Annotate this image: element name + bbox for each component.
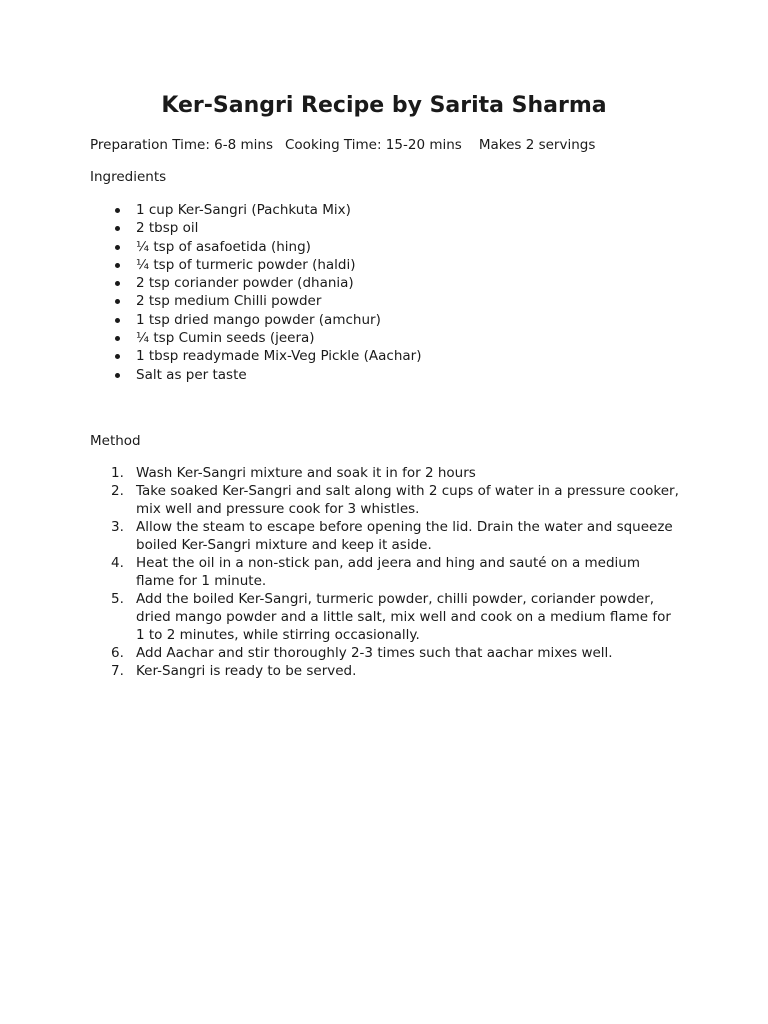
method-step [90,464,680,482]
method-step [90,554,680,590]
servings: Makes 2 servings [478,137,596,153]
ingredient-item [90,366,690,384]
step-text: Allow the steam to escape before opening the lid. Drain the water and squeeze boiled Ker-Sangri mixture and keep it aside. [136,519,673,553]
ingredient-item [90,256,690,274]
bullet-icon [115,373,120,378]
step-number: 7. [111,663,124,679]
ingredient-text: 1 tsp dried mango powder (amchur) [136,311,381,328]
preparation-time: Preparation Time: 6-8 mins [90,137,273,153]
ingredient-text: 2 tsp medium Chilli powder [136,293,322,310]
ingredient-item [90,347,690,365]
method-step [90,662,680,680]
ingredients-list [90,201,690,384]
ingredient-item [90,311,690,329]
ingredients-heading: Ingredients [90,169,167,185]
method-heading: Method [90,433,141,449]
step-text: Wash Ker-Sangri mixture and soak it in for 2 hours [136,465,476,481]
step-number: 5. [111,591,124,607]
step-text: Add the boiled Ker-Sangri, turmeric powder, chilli powder, coriander powder, dried mango powder and a little salt, mix well and cook on a medium flame for 1 to 2 minutes, while stirring occasionally. [136,591,671,643]
ingredient-text: 2 tbsp oil [136,220,199,237]
ingredient-text: ¼ tsp of turmeric powder (haldi) [136,256,356,273]
ingredient-text: Salt as per taste [136,366,247,383]
ingredient-item [90,201,690,219]
bullet-icon [115,263,120,268]
step-text: Take soaked Ker-Sangri and salt along with 2 cups of water in a pressure cooker, mix well and pressure cook for 3 whistles. [136,483,679,517]
ingredient-item [90,292,690,310]
step-number: 4. [111,555,124,571]
method-step [90,518,680,554]
ingredient-item [90,238,690,256]
ingredient-text: ¼ tsp Cumin seeds (jeera) [136,330,315,347]
bullet-icon [115,318,120,323]
method-step [90,482,680,518]
ingredient-item [90,274,690,292]
bullet-icon [115,336,120,341]
ingredient-text: 1 cup Ker-Sangri (Pachkuta Mix) [136,202,351,218]
step-number: 1. [111,465,124,481]
ingredient-text: 2 tsp coriander powder (dhania) [136,275,354,292]
cooking-time: Cooking Time: 15-20 mins [285,137,462,153]
bullet-icon [115,208,120,213]
bullet-icon [115,245,120,250]
step-number: 2. [111,483,124,499]
bullet-icon [115,226,120,231]
step-text: Heat the oil in a non-stick pan, add jeera and hing and sauté on a medium flame for 1 minute. [136,555,640,589]
recipe-title: Ker-Sangri Recipe by Sarita Sharma [161,93,607,118]
method-step [90,590,680,644]
step-text: Add Aachar and stir thoroughly 2-3 times such that aachar mixes well. [136,645,613,661]
method-step [90,644,680,662]
step-number: 6. [111,645,124,661]
recipe-meta [90,136,595,154]
ingredient-text: 1 tbsp readymade Mix-Veg Pickle (Aachar) [136,348,422,365]
step-text: Ker-Sangri is ready to be served. [136,663,357,679]
ingredient-item [90,329,690,347]
bullet-icon [115,354,120,359]
bullet-icon [115,299,120,304]
bullet-icon [115,281,120,286]
method-list [90,464,680,680]
ingredient-text: ¼ tsp of asafoetida (hing) [136,238,311,255]
step-number: 3. [111,519,124,535]
ingredient-item [90,219,690,237]
